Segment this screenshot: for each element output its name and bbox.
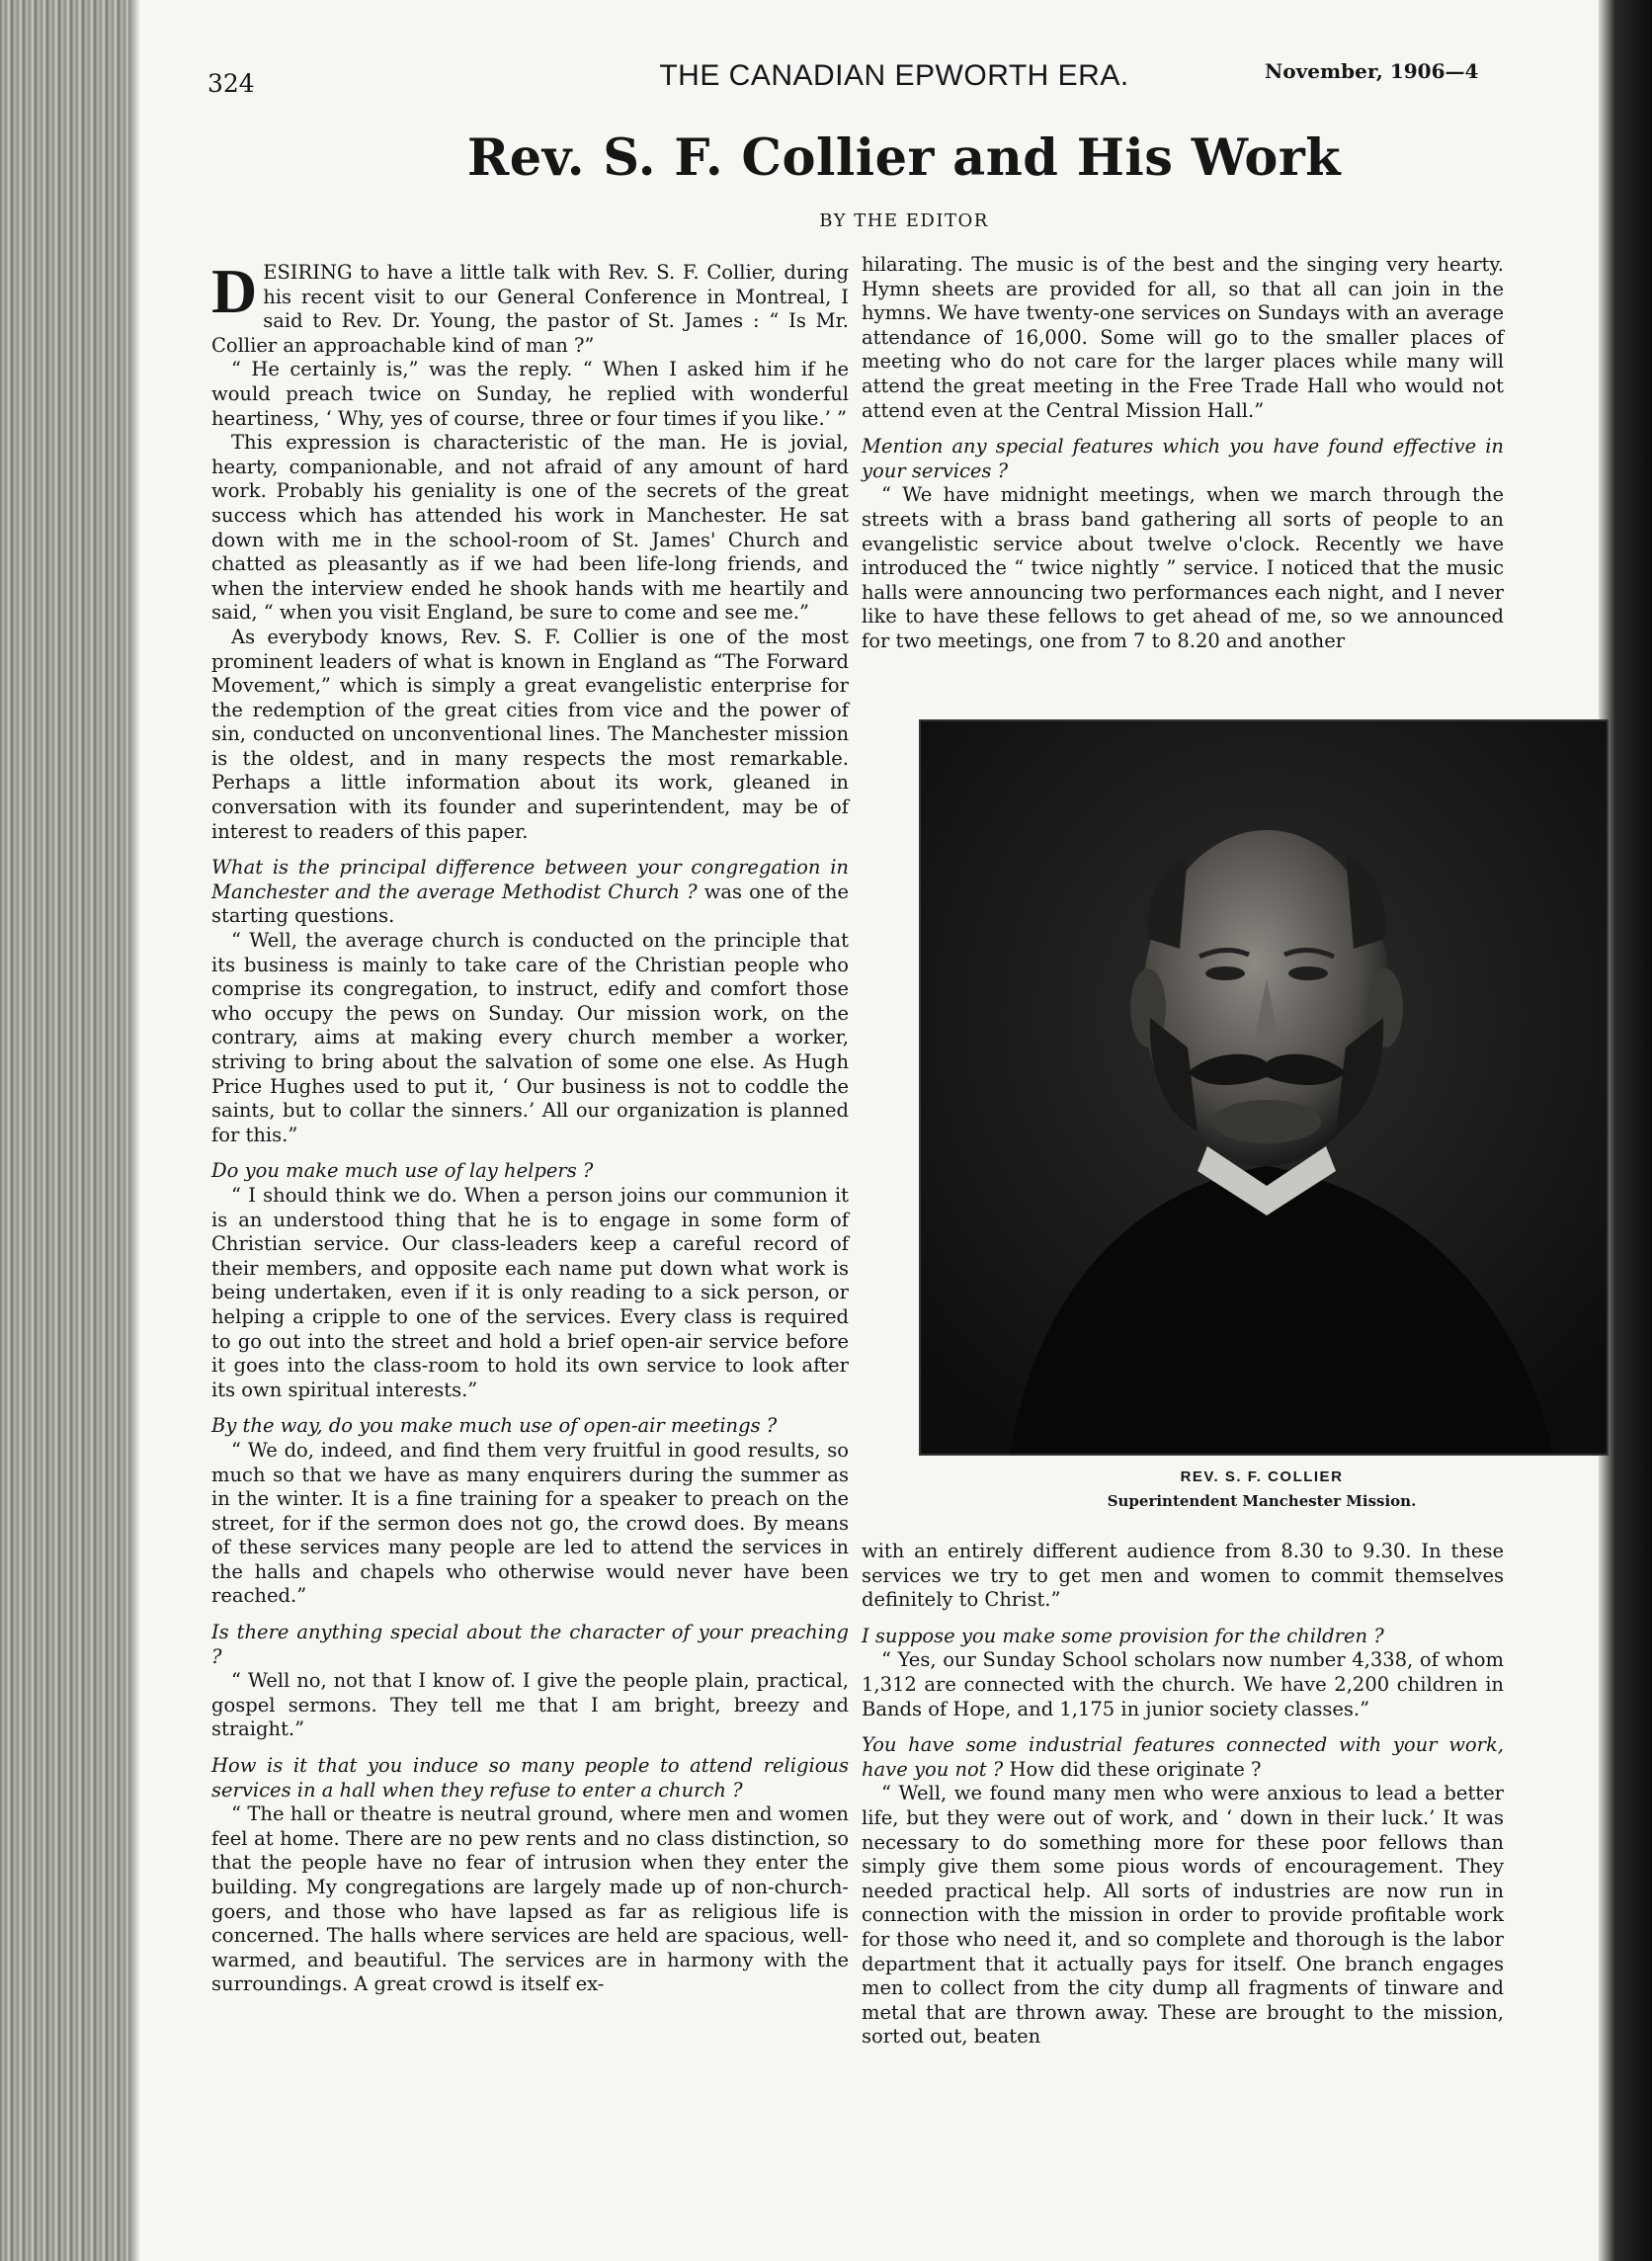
drop-cap: D: [211, 256, 258, 326]
interview-question: How is it that you induce so many people to attend religious services in a hall when they refuse to enter a church ?: [211, 1754, 849, 1801]
portrait-image: [921, 721, 1607, 1454]
photo-caption-name: REV. S. F. COLLIER: [1180, 1468, 1344, 1485]
paragraph-intro: DESIRING to have a little talk with Rev. S. F. Collier, during his recent visit to our General Conference in Montreal, I said to Rev. Dr. Young, the pastor of St. James : “ Is Mr. Collier an approachable kind of man ?”: [211, 256, 849, 357]
interview-answer: “ Well no, not that I know of. I give the people plain, practical, gospel sermons. They tell me that I am bright, breezy and straight.”: [211, 1669, 849, 1741]
interview-answer: “ We do, indeed, and find them very fruitful in good results, so much so that we have as many enquirers during the summer as in the winter. It is a fine training for a speaker to preach on the street, for if the sermon does not go, the crowd does. By means of these services many people are led to attend the services in the halls and chapels who otherwise would never have been reached.”: [211, 1438, 849, 1608]
portrait-photo: [919, 719, 1609, 1456]
journal-title: THE CANADIAN EPWORTH ERA.: [659, 59, 1129, 92]
page-number: 324: [207, 69, 255, 98]
interview-question: Do you make much use of lay helpers ?: [211, 1159, 594, 1183]
paragraph: hilarating. The music is of the best and the singing very hearty. Hymn sheets are provided for all, so that all can join in the hymns. We have twenty-one services on Sundays with an average attendance of 16,000. Some will go to the smaller places of meeting who do not care for the larger places while many will attend the great meeting in the Free Trade Hall who would not attend even at the Central Mission Hall.”: [862, 253, 1504, 422]
left-column: [211, 256, 849, 1997]
right-column-bottom: [862, 1540, 1504, 2050]
magazine-page: [148, 0, 1591, 2261]
interview-answer: “ We have midnight meetings, when we march through the streets with a brass band gathering all sorts of people to an evangelistic service about twelve o'clock. Recently we have introduced the “ twice nightly ” service. I noticed that the music halls were announcing two performances each night, and I never like to have these fellows to get ahead of me, so we announced for two meetings, one from 7 to 8.20 and another: [862, 483, 1504, 652]
interview-question: You have some industrial features connected with your work, have you not ? How did these originate ?: [862, 1733, 1504, 1781]
interview-answer: “ I should think we do. When a person joins our communion it is an understood thing that he is to engage in some form of Christian service. Our class-leaders keep a careful record of their members, and opposite each name put down what work is being undertaken, even if it is only reading to a sick person, or helping a cripple to one of the services. Every class is required to go out into the street and hold a brief open-air service before it goes into the class-room to hold its own service to look after its own spiritual interests.”: [211, 1183, 849, 1401]
byline: BY THE EDITOR: [819, 210, 989, 231]
paragraph: As everybody knows, Rev. S. F. Collier is one of the most prominent leaders of what is known in England as “The Forward Movement,” which is simply a great evangelistic enterprise for the redemption of the great cities from vice and the power of sin, conducted on unconventional lines. The Manchester mission is the oldest, and in many respects the most remarkable. Perhaps a little information about its work, gleaned in conversation with its founder and superintendent, may be of interest to readers of this paper.: [211, 625, 849, 843]
interview-answer: “ Well, we found many men who were anxious to lead a better life, but they were out of work, and ‘ down in their luck.’ It was necessary to do something more for these poor fellows than simply give them some pious words of encouragement. They needed practical help. All sorts of industries are now run in connection with the mission in order to provide profitable work for those who need it, and so complete and thorough is the labor department that it actually pays for itself. One branch engages men to collect from the city dump all fragments of tinware and metal that are thrown away. These are brought to the mission, sorted out, beaten: [862, 1782, 1504, 2049]
interview-question: I suppose you make some provision for the children ?: [862, 1624, 1384, 1647]
interview-question: Mention any special features which you have found effective in your services ?: [862, 435, 1504, 482]
paragraph: “ He certainly is,” was the reply. “ When I asked him if he would preach twice on Sunday, he replied with wonderful heartiness, ‘ Why, yes of course, three or four times if you like.’ ”: [211, 358, 849, 430]
interview-question: By the way, do you make much use of open-air meetings ?: [211, 1414, 778, 1438]
book-binding: [0, 0, 128, 2261]
issue-date: November, 1906—4: [1265, 59, 1479, 83]
photo-caption-title: Superintendent Manchester Mission.: [1107, 1492, 1417, 1510]
interview-question: Is there anything special about the character of your preaching ?: [211, 1621, 849, 1668]
interview-answer: “ Yes, our Sunday School scholars now number 4,338, of whom 1,312 are connected with the church. We have 2,200 children in Bands of Hope, and 1,175 in junior society classes.”: [862, 1648, 1504, 1720]
interview-answer: “ Well, the average church is conducted on the principle that its business is mainly to take care of the Christian people who comprise its congregation, to instruct, edify and comfort those who occupy the pews on Sunday. Our mission work, on the contrary, aims at making every church member a worker, striving to bring about the salvation of some one else. As Hugh Price Hughes used to put it, ‘ Our business is not to coddle the saints, but to collar the sinners.’ All our organization is planned for this.”: [211, 929, 849, 1146]
right-column-top: [862, 253, 1504, 654]
paragraph: This expression is characteristic of the man. He is jovial, hearty, companionable, and not afraid of any amount of hard work. Probably his geniality is one of the secrets of the great success which has attended his work in Manchester. He sat down with me in the school-room of St. James' Church and chatted as pleasantly as if we had been life-long friends, and when the interview ended he shook hands with me heartily and said, “ when you visit England, be sure to come and see me.”: [211, 431, 849, 625]
interview-answer: “ The hall or theatre is neutral ground, where men and women feel at home. There are no pew rents and no class distinction, so that the people have no fear of intrusion when they enter the building. My congregations are largely made up of non-church-goers, and those who have lapsed as far as religious life is concerned. The halls where services are held are spacious, well-warmed, and beautiful. The services are in harmony with the surroundings. A great crowd is itself ex-: [211, 1802, 849, 1996]
paragraph: with an entirely different audience from 8.30 to 9.30. In these services we try to get men and women to commit themselves definitely to Christ.”: [862, 1540, 1504, 1612]
article-title: Rev. S. F. Collier and His Work: [466, 128, 1342, 188]
interview-question: What is the principal difference between your congregation in Manchester and the average Methodist Church ? was one of the starting questions.: [211, 856, 849, 928]
